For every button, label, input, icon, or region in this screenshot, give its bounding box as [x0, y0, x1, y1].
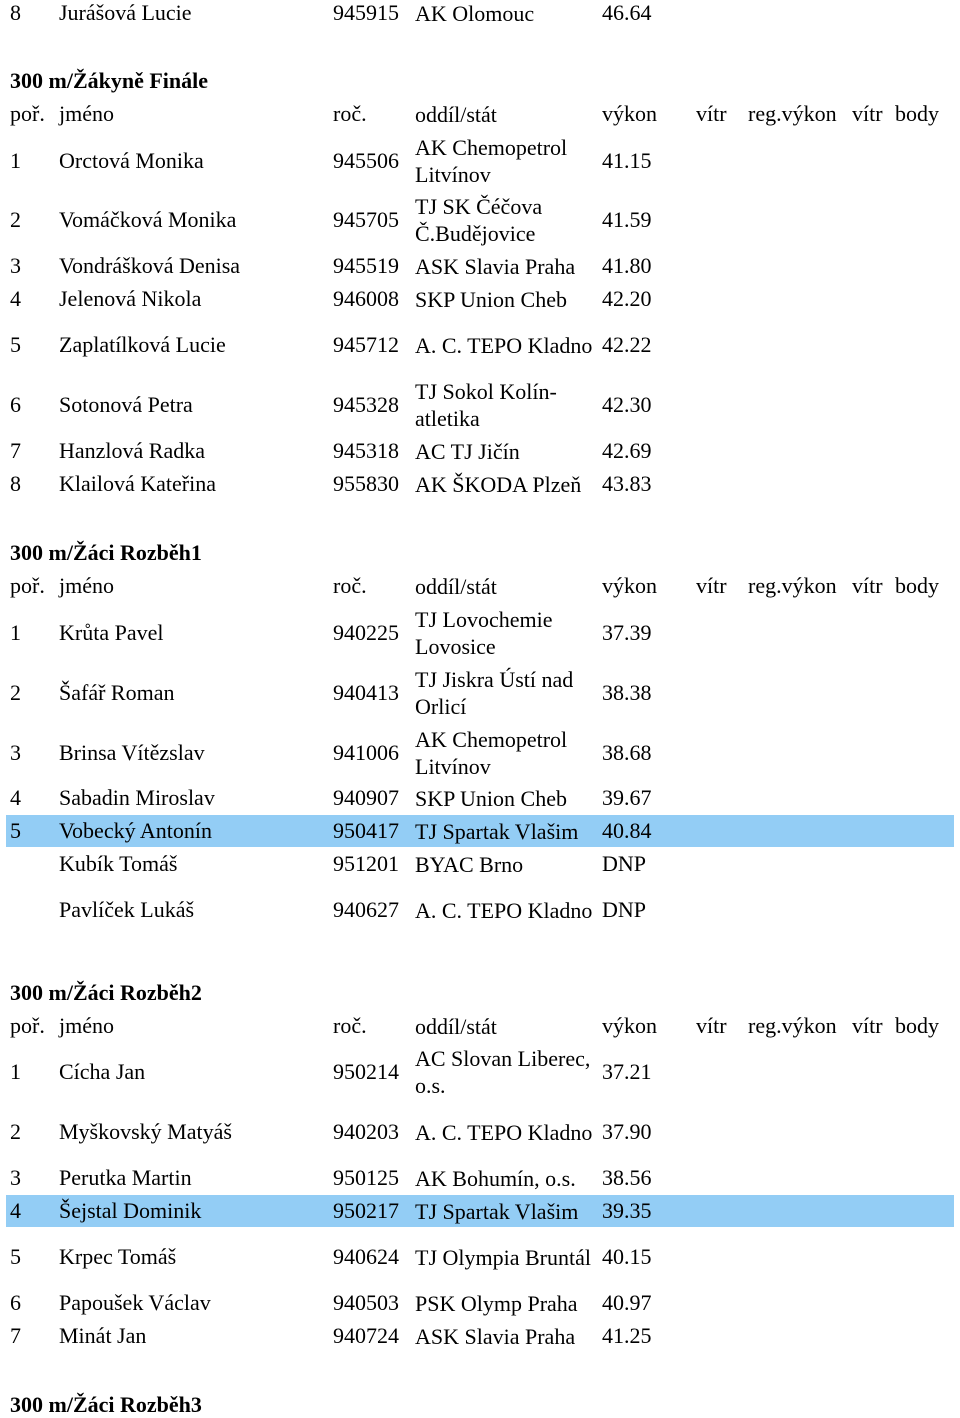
rank-cell: 1 — [10, 1059, 21, 1084]
athlete-name: Minát Jan — [59, 1323, 147, 1348]
table-row — [6, 0, 954, 26]
athlete-id: 940503 — [333, 1290, 399, 1315]
header-rank: poř. — [10, 573, 45, 598]
athlete-id: 945328 — [333, 392, 399, 417]
athlete-club: TJ Spartak Vlašim — [415, 818, 579, 844]
rank-cell: 6 — [10, 1290, 21, 1315]
performance: 41.59 — [602, 207, 652, 232]
athlete-name: Šejstal Dominik — [59, 1198, 202, 1223]
table-row — [6, 253, 954, 279]
athlete-id: 945506 — [333, 148, 399, 173]
athlete-name: Sotonová Petra — [59, 392, 193, 417]
rank-cell: 5 — [10, 1244, 21, 1269]
rank-cell: 6 — [10, 392, 21, 417]
header-reg-wind: vítr — [852, 101, 883, 126]
athlete-name: Sabadin Miroslav — [59, 785, 215, 810]
athlete-id: 940225 — [333, 620, 399, 645]
athlete-id: 940907 — [333, 785, 399, 810]
table-row — [6, 606, 954, 660]
header-wind: vítr — [696, 573, 727, 598]
athlete-club: TJ SK Čéčova Č.Budějovice — [415, 194, 543, 246]
header-club: oddíl/stát — [415, 101, 497, 127]
header-club: oddíl/stát — [415, 1013, 497, 1039]
athlete-name: Krpec Tomáš — [59, 1244, 177, 1269]
athlete-club: PSK Olymp Praha — [415, 1290, 578, 1316]
athlete-id: 946008 — [333, 286, 399, 311]
header-performance: výkon — [602, 573, 657, 598]
performance: 37.90 — [602, 1119, 652, 1144]
athlete-id: 950417 — [333, 818, 399, 843]
header-wind: vítr — [696, 101, 727, 126]
header-year: roč. — [333, 573, 367, 598]
table-row — [6, 438, 954, 464]
athlete-name: Myškovský Matyáš — [59, 1119, 232, 1144]
athlete-club: A. C. TEPO Kladno — [415, 897, 593, 923]
performance: 38.38 — [602, 680, 652, 705]
rank-cell: 7 — [10, 438, 21, 463]
performance: 40.15 — [602, 1244, 652, 1269]
table-row — [6, 1323, 954, 1349]
athlete-name: Vondrášková Denisa — [59, 253, 241, 278]
athlete-club: TJ Jiskra Ústí nad Orlicí — [415, 667, 574, 719]
athlete-club: AK Olomouc — [415, 0, 535, 26]
rank-cell: 2 — [10, 1119, 21, 1144]
rank-cell — [10, 851, 54, 877]
athlete-club: AK ŠKODA Plzeň — [415, 471, 582, 497]
athlete-name: Šafář Roman — [59, 680, 175, 705]
athlete-id: 940203 — [333, 1119, 399, 1144]
performance: 40.84 — [602, 818, 652, 843]
table-row — [6, 1105, 954, 1159]
athlete-id: 940627 — [333, 897, 399, 922]
header-points: body — [895, 573, 939, 598]
athlete-id: 950125 — [333, 1165, 399, 1190]
athlete-id: 945705 — [333, 207, 399, 232]
header-points: body — [895, 101, 939, 126]
athlete-name: Zaplatílková Lucie — [59, 332, 226, 357]
section-title: 300 m/Žáci Rozběh2 — [10, 980, 202, 1005]
rank-cell: 5 — [10, 818, 21, 843]
table-row — [6, 666, 954, 720]
table-row — [6, 134, 954, 188]
table-row — [6, 378, 954, 432]
athlete-id: 941006 — [333, 740, 399, 765]
athlete-club: AC Slovan Liberec, o.s. — [415, 1046, 591, 1098]
athlete-club: AK Chemopetrol Litvínov — [415, 135, 568, 187]
header-performance: výkon — [602, 1013, 657, 1038]
table-row-highlighted — [6, 815, 954, 847]
athlete-name: Vomáčková Monika — [59, 207, 237, 232]
section-title: 300 m/Žáci Rozběh1 — [10, 540, 202, 565]
athlete-name: Orctová Monika — [59, 148, 204, 173]
performance: 39.67 — [602, 785, 652, 810]
header-reg-performance: reg.výkon — [748, 573, 837, 598]
header-club: oddíl/stát — [415, 573, 497, 599]
athlete-id: 955830 — [333, 471, 399, 496]
performance: 42.22 — [602, 332, 652, 357]
athlete-name: Cícha Jan — [59, 1059, 146, 1084]
athlete-id: 945712 — [333, 332, 399, 357]
performance: 41.80 — [602, 253, 652, 278]
header-row — [6, 1013, 954, 1039]
performance: 42.69 — [602, 438, 652, 463]
rank-cell: 8 — [10, 0, 21, 25]
performance: 41.25 — [602, 1323, 652, 1348]
athlete-club: SKP Union Cheb — [415, 286, 567, 312]
athlete-id: 945915 — [333, 0, 399, 25]
athlete-club: ASK Slavia Praha — [415, 1323, 576, 1349]
performance: DNP — [602, 851, 647, 876]
athlete-id: 940413 — [333, 680, 399, 705]
table-row — [6, 471, 954, 497]
rank-cell: 4 — [10, 785, 21, 810]
performance: 38.68 — [602, 740, 652, 765]
header-row — [6, 573, 954, 599]
header-rank: poř. — [10, 101, 45, 126]
rank-cell: 2 — [10, 680, 21, 705]
athlete-club: A. C. TEPO Kladno — [415, 332, 593, 358]
header-row — [6, 101, 954, 127]
table-row — [6, 1290, 954, 1316]
athlete-club: BYAC Brno — [415, 851, 524, 877]
athlete-name: Perutka Martin — [59, 1165, 192, 1190]
athlete-id: 940724 — [333, 1323, 399, 1348]
table-row — [6, 193, 954, 247]
header-name: jméno — [59, 1013, 114, 1038]
header-name: jméno — [59, 101, 114, 126]
athlete-club: ASK Slavia Praha — [415, 253, 576, 279]
header-performance: výkon — [602, 101, 657, 126]
athlete-name: Vobecký Antonín — [59, 818, 212, 843]
athlete-name: Jelenová Nikola — [59, 286, 202, 311]
rank-cell: 1 — [10, 148, 21, 173]
section-title: 300 m/Žáci Rozběh3 — [10, 1392, 202, 1417]
table-row — [6, 883, 954, 937]
performance: 43.83 — [602, 471, 652, 496]
rank-cell: 2 — [10, 207, 21, 232]
athlete-name: Brinsa Vítězslav — [59, 740, 205, 765]
athlete-id: 951201 — [333, 851, 399, 876]
athlete-name: Hanzlová Radka — [59, 438, 205, 463]
table-row — [6, 851, 954, 877]
table-row-highlighted — [6, 1195, 954, 1227]
table-row — [6, 1230, 954, 1284]
performance: DNP — [602, 897, 647, 922]
performance: 46.64 — [602, 0, 652, 25]
athlete-club: AC TJ Jičín — [415, 438, 520, 464]
header-name: jméno — [59, 573, 114, 598]
athlete-club: TJ Olympia Bruntál — [415, 1244, 591, 1270]
table-row — [6, 726, 954, 780]
athlete-club: SKP Union Cheb — [415, 785, 567, 811]
rank-cell: 1 — [10, 620, 21, 645]
table-row — [6, 286, 954, 312]
header-year: roč. — [333, 1013, 367, 1038]
rank-cell: 7 — [10, 1323, 21, 1348]
athlete-id: 945519 — [333, 253, 399, 278]
rank-cell: 3 — [10, 253, 21, 278]
athlete-club: AK Chemopetrol Litvínov — [415, 727, 568, 779]
rank-cell: 3 — [10, 740, 21, 765]
rank-cell: 3 — [10, 1165, 21, 1190]
rank-cell: 5 — [10, 332, 21, 357]
header-wind: vítr — [696, 1013, 727, 1038]
athlete-id: 945318 — [333, 438, 399, 463]
table-row — [6, 785, 954, 811]
section-title: 300 m/Žákyně Finále — [10, 68, 209, 93]
athlete-id: 950214 — [333, 1059, 399, 1084]
header-points: body — [895, 1013, 939, 1038]
performance: 40.97 — [602, 1290, 652, 1315]
performance: 37.39 — [602, 620, 652, 645]
performance: 42.20 — [602, 286, 652, 311]
header-reg-wind: vítr — [852, 1013, 883, 1038]
athlete-club: TJ Spartak Vlašim — [415, 1198, 579, 1224]
performance: 38.56 — [602, 1165, 652, 1190]
performance: 41.15 — [602, 148, 652, 173]
performance: 39.35 — [602, 1198, 652, 1223]
rank-cell: 4 — [10, 1198, 21, 1223]
rank-cell: 8 — [10, 471, 21, 496]
athlete-name: Klailová Kateřina — [59, 471, 216, 496]
athlete-name: Pavlíček Lukáš — [59, 897, 195, 922]
performance: 42.30 — [602, 392, 652, 417]
athlete-id: 940624 — [333, 1244, 399, 1269]
athlete-id: 950217 — [333, 1198, 399, 1223]
athlete-club: TJ Lovochemie Lovosice — [415, 607, 553, 659]
athlete-name: Krůta Pavel — [59, 620, 164, 645]
header-year: roč. — [333, 101, 367, 126]
table-row — [6, 318, 954, 372]
athlete-club: A. C. TEPO Kladno — [415, 1119, 593, 1145]
table-row — [6, 1165, 954, 1191]
header-reg-wind: vítr — [852, 573, 883, 598]
athlete-club: TJ Sokol Kolín-atletika — [415, 379, 557, 431]
athlete-club: AK Bohumín, o.s. — [415, 1165, 576, 1191]
header-reg-performance: reg.výkon — [748, 1013, 837, 1038]
rank-cell: 4 — [10, 286, 21, 311]
header-reg-performance: reg.výkon — [748, 101, 837, 126]
performance: 37.21 — [602, 1059, 652, 1084]
athlete-name: Papoušek Václav — [59, 1290, 211, 1315]
table-row — [6, 1045, 954, 1099]
athlete-name: Jurášová Lucie — [59, 0, 192, 25]
rank-cell — [10, 883, 54, 937]
header-rank: poř. — [10, 1013, 45, 1038]
athlete-name: Kubík Tomáš — [59, 851, 178, 876]
